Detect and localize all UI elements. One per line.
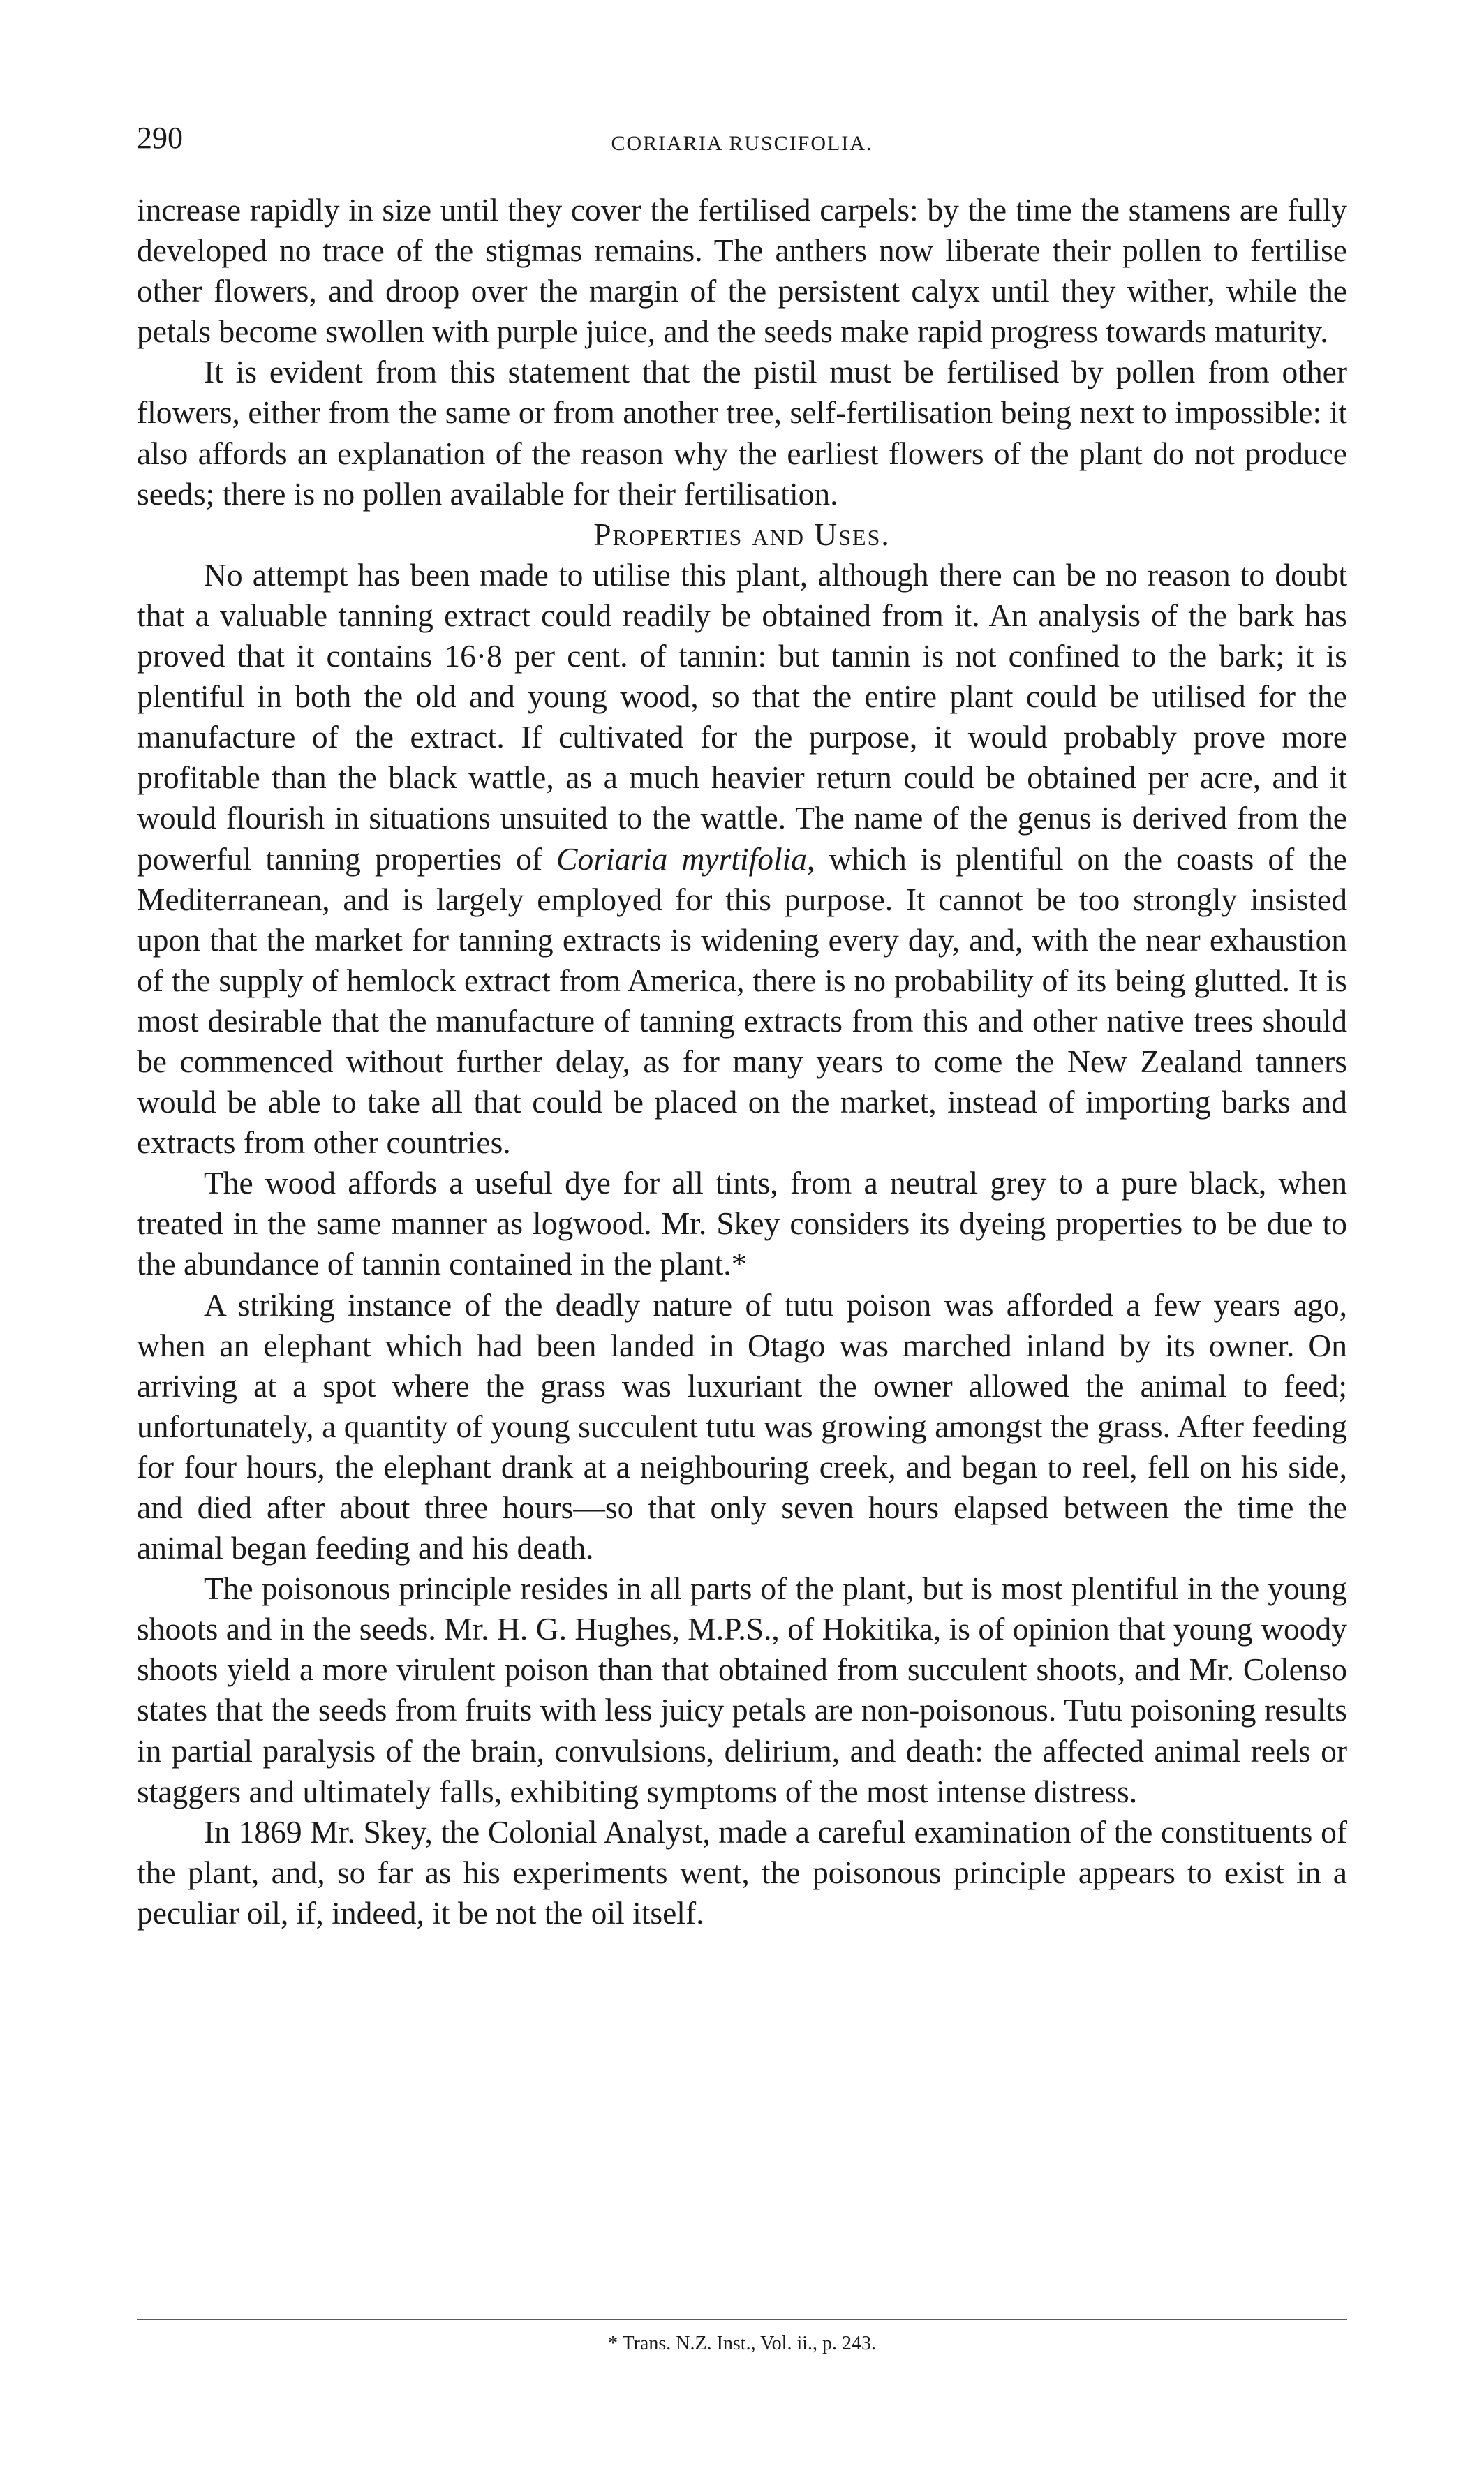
paragraph-dye: The wood affords a useful dye for all tints, from a neutral grey to a pure black, when treated in the same manner as logwood. Mr. Skey considers its dyeing properties to be due to the abundance of tannin contained in the plant.*: [137, 1165, 1347, 1282]
paragraph-elephant: A striking instance of the deadly nature of tutu poison was afforded a few years ago, when an elephant which had been landed in Otago was marched inland by its owner. On arriving at a spot where the grass was luxuriant the owner allowed the animal to feed; unfortunately, a quantity of young succulent tutu was growing amongst the grass. After feeding for four hours, the elephant drank at a neighbouring creek, and began to reel, fell on his side, and died after about three hours—so that only seven hours elapsed between the time the animal began feeding and his death.: [137, 1286, 1347, 1566]
paragraph-continuation: increase rapidly in size until they cover the fertilised carpels: by the time the stamens are fully developed no trace of the stigmas remains. The anthers now liberate their pollen to fertilise other flowers, and droop over the margin of the persistent calyx until they wither, while the petals become swollen with purple juice, and the seeds make rapid progress towards maturity.: [137, 192, 1347, 350]
paragraph-tanning-text-b: , which is plentiful on the coasts of the Mediterranean, and is largely employed for this purpose. It cannot be too strongly insisted upon that the market for tanning extracts is widening every day, and, with the near exhaustion of the supply of hemlock extract from America, there is no probability of its being glutted. It is most desirable that the manufacture of tanning extracts from this and other native trees should be commenced without further delay, as for many years to come the New Zealand tanners would be able to take all that could be placed on the market, instead of importing barks and extracts from other countries.: [137, 840, 1347, 1161]
paragraph-poisonous-principle: The poisonous principle resides in all parts of the plant, but is most plentiful in the young shoots and in the seeds. Mr. H. G. Hughes, M.P.S., of Hokitika, is of opinion that young woody shoots yield a more virulent poison than that obtained from succulent shoots, and Mr. Colenso states that the seeds from fruits with less juicy petals are non-poisonous. Tutu poisoning results in partial paralysis of the brain, convulsions, delirium, and death: the affected animal reels or staggers and ultimately falls, exhibiting symptoms of the most intense distress.: [137, 1570, 1347, 1809]
footnote-rule: [137, 2319, 1347, 2320]
species-name: Coriaria myrtifolia: [556, 840, 808, 877]
paragraph-tanning: [137, 555, 1347, 1163]
section-heading: Properties and Uses.: [593, 516, 891, 552]
footnote: * Trans. N.Z. Inst., Vol. ii., p. 243.: [607, 2333, 877, 2354]
page-number: 290: [137, 121, 183, 155]
paragraph-pistil-fertilisation: It is evident from this statement that the pistil must be fertilised by pollen from other flowers, either from the same or from another tree, self-fertilisation being next to impossible: it also affords an explanation of the reason why the earliest flowers of the plant do not produce seeds; there is no pollen available for their fertilisation.: [137, 354, 1347, 512]
running-title: CORIARIA RUSCIFOLIA.: [611, 132, 873, 155]
body-text: [137, 190, 1347, 1933]
paragraph-skey-analysis: In 1869 Mr. Skey, the Colonial Analyst, made a careful examination of the constituents of the plant, and, so far as his experiments went, the poisonous principle appears to exist in a peculiar oil, if, indeed, it be not the oil itself.: [137, 1813, 1347, 1931]
paragraph-tanning-text-a: No attempt has been made to utilise this plant, although there can be no reason to doubt that a valuable tanning extract could readily be obtained from it. An analysis of the bark has proved that it contains 16·8 per cent. of tannin: but tannin is not confined to the bark; it is plentiful in both the old and young wood, so that the entire plant could be utilised for the manufacture of the extract. If cultivated for the purpose, it would probably prove more profitable than the black wattle, as a much heavier return could be obtained per acre, and it would flourish in situations unsuited to the wattle. The name of the genus is derived from the powerful tanning properties of: [137, 556, 1347, 877]
